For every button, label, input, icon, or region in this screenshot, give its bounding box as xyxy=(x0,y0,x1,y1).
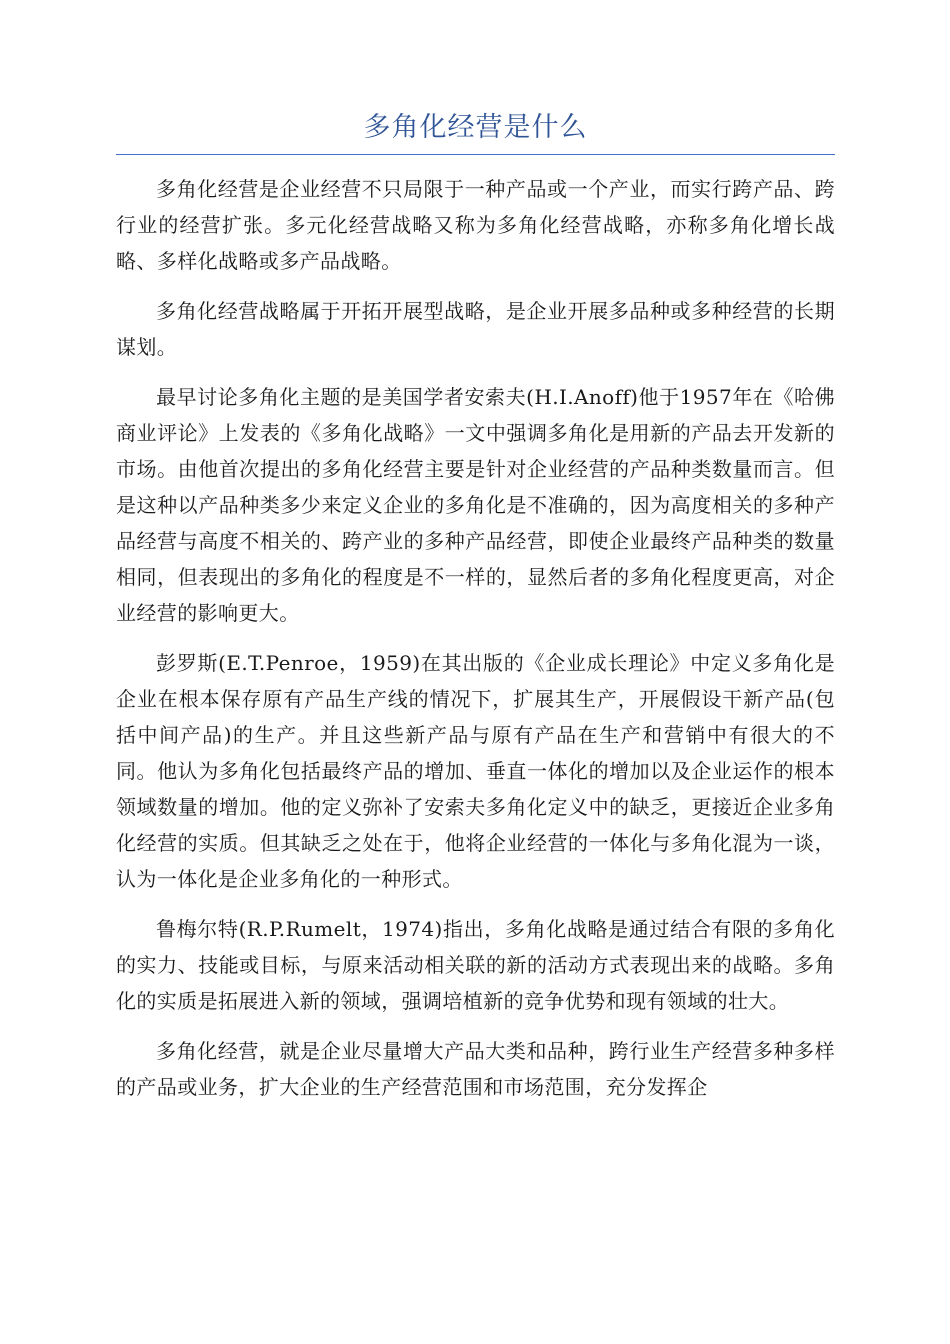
document-title: 多角化经营是什么 xyxy=(116,108,835,155)
document-page xyxy=(116,108,835,1119)
paragraph-2: 多角化经营战略属于开拓开展型战略，是企业开展多品种或多种经营的长期谋划。 xyxy=(116,299,835,359)
paragraph-1: 多角化经营是企业经营不只局限于一种产品或一个产业，而实行跨产品、跨行业的经营扩张。多元化经营战略又称为多角化经营战略，亦称多角化增长战略、多样化战略或多产品战略。 xyxy=(116,177,835,273)
paragraph-6: 多角化经营，就是企业尽量增大产品大类和品种，跨行业生产经营多种多样的产品或业务，扩大企业的生产经营范围和市场范围，充分发挥企 xyxy=(116,1039,835,1099)
document-body xyxy=(116,171,835,1105)
paragraph-4: 彭罗斯(E.T.Penroe，1959)在其出版的《企业成长理论》中定义多角化是企业在根本保存原有产品生产线的情况下，扩展其生产，开展假设干新产品(包括中间产品)的生产。并且这些新产品与原有产品在生产和营销中有很大的不同。他认为多角化包括最终产品的增加、垂直一体化的增加以及企业运作的根本领域数量的增加。他的定义弥补了安索夫多角化定义中的缺乏，更接近企业多角化经营的实质。但其缺乏之处在于，他将企业经营的一体化与多角化混为一谈，认为一体化是企业多角化的一种形式。 xyxy=(116,651,835,891)
paragraph-3: 最早讨论多角化主题的是美国学者安索夫(H.I.Anoff)他于1957年在《哈佛商业评论》上发表的《多角化战略》一文中强调多角化是用新的产品去开发新的市场。由他首次提出的多角化经营主要是针对企业经营的产品种类数量而言。但是这种以产品种类多少来定义企业的多角化是不准确的，因为高度相关的多种产品经营与高度不相关的、跨产业的多种产品经营，即使企业最终产品种类的数量相同，但表现出的多角化的程度是不一样的，显然后者的多角化程度更高，对企业经营的影响更大。 xyxy=(116,385,835,625)
paragraph-5: 鲁梅尔特(R.P.Rumelt，1974)指出，多角化战略是通过结合有限的多角化的实力、技能或目标，与原来活动相关联的新的活动方式表现出来的战略。多角化的实质是拓展进入新的领域，强调培植新的竞争优势和现有领域的壮大。 xyxy=(116,917,835,1013)
